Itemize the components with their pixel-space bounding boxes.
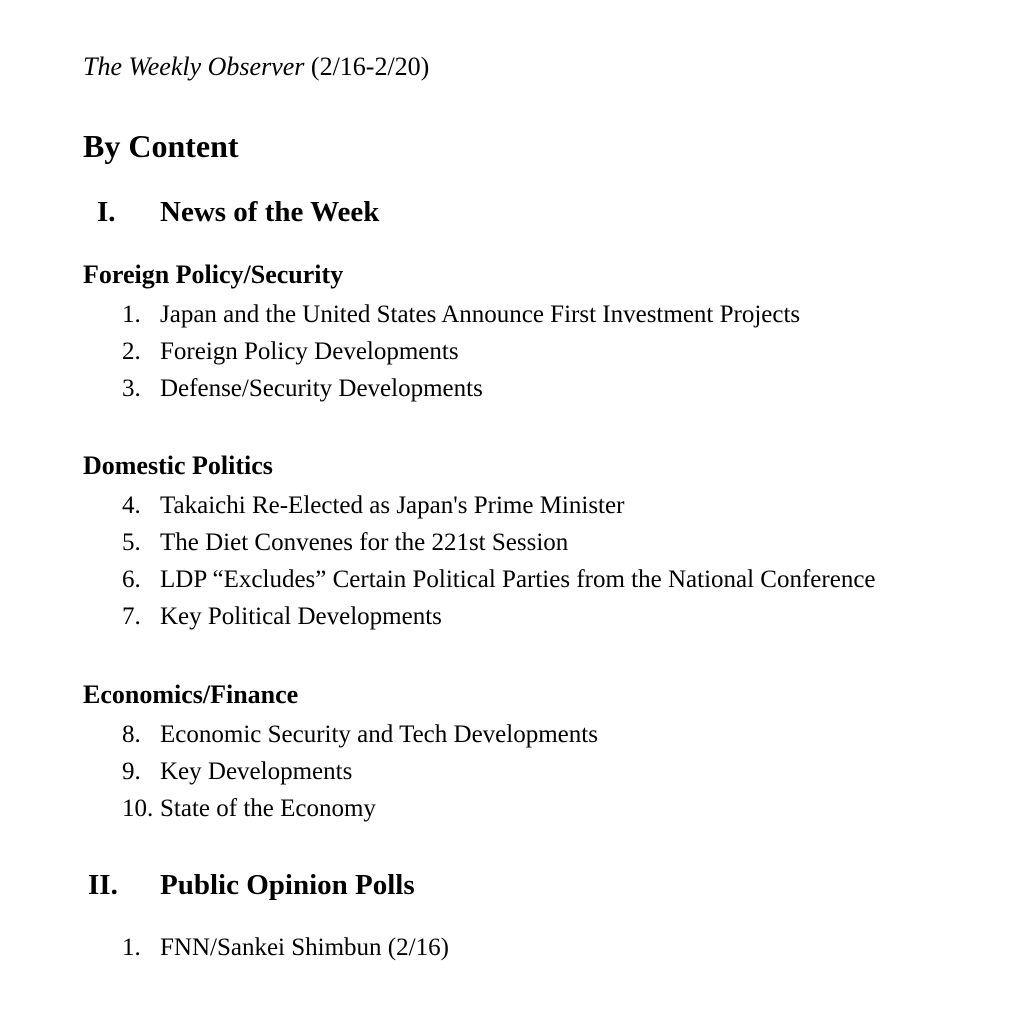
list-item: LDP “Excludes” Certain Political Parties from the National Conference — [160, 566, 876, 593]
list-item: Key Developments — [160, 758, 353, 785]
list-item-number: 8. — [122, 721, 141, 748]
list-item-number: 7. — [122, 603, 141, 630]
list-item-number: 9. — [122, 758, 141, 785]
list-item: Key Political Developments — [160, 603, 442, 630]
list-item: Japan and the United States Announce First Investment Projects — [160, 301, 801, 328]
list-item-number: 4. — [122, 492, 141, 519]
list-item-number: 5. — [122, 529, 141, 556]
group-heading-domestic-politics: Domestic Politics — [83, 451, 273, 480]
list-item: The Diet Convenes for the 221st Session — [160, 529, 569, 556]
list-item: Defense/Security Developments — [160, 375, 483, 402]
section-2-title: Public Opinion Polls — [160, 869, 415, 901]
list-item-number: 3. — [122, 375, 141, 402]
list-item-number: 1. — [122, 934, 141, 961]
section-2-numeral: II. — [88, 869, 118, 901]
by-content-heading: By Content — [83, 128, 239, 164]
list-item: Economic Security and Tech Developments — [160, 721, 598, 748]
list-item-number: 2. — [122, 338, 141, 365]
list-item-number: 6. — [122, 566, 141, 593]
group-heading-economics-finance: Economics/Finance — [83, 680, 299, 709]
publication-name: The Weekly Observer — [83, 52, 305, 81]
section-1-title: News of the Week — [160, 196, 380, 228]
list-item: State of the Economy — [160, 795, 376, 822]
list-item-number: 1. — [122, 301, 141, 328]
list-item: FNN/Sankei Shimbun (2/16) — [160, 934, 449, 961]
group-heading-foreign-policy: Foreign Policy/Security — [83, 260, 344, 289]
date-range: (2/16-2/20) — [310, 52, 430, 81]
publication-title — [83, 54, 429, 80]
list-item: Foreign Policy Developments — [160, 338, 459, 365]
section-1-numeral: I. — [97, 196, 116, 228]
list-item-number: 10. — [122, 795, 154, 822]
list-item: Takaichi Re-Elected as Japan's Prime Minister — [160, 492, 625, 519]
